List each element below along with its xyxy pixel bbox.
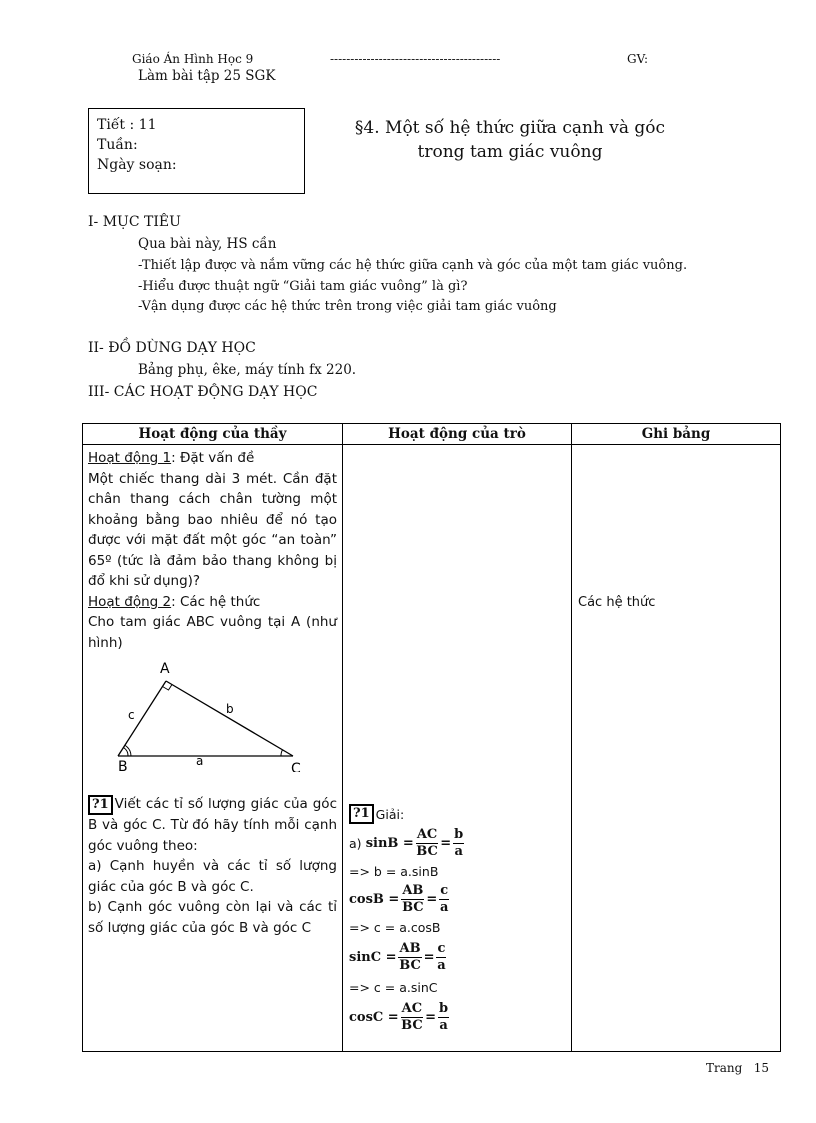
cosC-lhs: cosC = <box>349 1009 399 1025</box>
angle-b-arc <box>124 748 129 757</box>
lesson-date: Ngày soạn: <box>97 157 177 173</box>
sinC-den1: BC <box>399 957 421 973</box>
materials-text: Bảng phụ, êke, máy tính fx 220. <box>138 362 357 378</box>
cosC-den2: a <box>439 1017 448 1033</box>
objective-item-3: -Vận dụng được các hệ thức trên trong việc giải tam giác vuông <box>138 299 557 314</box>
lesson-title <box>330 116 690 164</box>
activity-2-label: Hoạt động 2 <box>88 593 172 610</box>
side-c <box>118 681 166 756</box>
sinB-num2: b <box>454 826 464 842</box>
result-b: => b = a.sinB <box>349 863 439 879</box>
sinB-den2: a <box>454 843 463 859</box>
student-activity-cell <box>343 445 572 1052</box>
lesson-number: Tiết : 11 <box>97 117 157 133</box>
page-number: Trang 15 <box>706 1061 770 1075</box>
col-header-board: Ghi bảng <box>572 424 781 445</box>
part-a-label: a) <box>349 835 362 851</box>
sinB-lhs: sinB = <box>365 835 414 851</box>
vertex-c-label: C <box>291 761 301 772</box>
result-c-cos: => c = a.cosB <box>349 919 441 935</box>
objective-item-1: -Thiết lập được và nắm vững các hệ thức giữa cạnh và góc của một tam giác vuông. <box>138 258 688 273</box>
objective-item-2: -Hiểu được thuật ngữ “Giải tam giác vuông” là gì? <box>138 279 468 294</box>
activity-2-title: : Các hệ thức <box>171 593 261 610</box>
col-header-student: Hoạt động của trò <box>343 424 572 445</box>
header-left: Giáo Án Hình Học 9 <box>132 52 254 66</box>
side-b <box>166 681 293 756</box>
lesson-week: Tuần: <box>97 137 138 153</box>
vertex-b-label: B <box>118 759 128 772</box>
angle-c-arc <box>281 750 283 756</box>
lesson-info-box <box>88 108 305 194</box>
assignment-note: Làm bài tập 25 SGK <box>138 68 276 84</box>
section-objectives-heading: I- MỤC TIÊU <box>88 214 181 230</box>
result-c-sin: => c = a.sinC <box>349 979 438 995</box>
objectives-intro: Qua bài này, HS cần <box>138 236 277 252</box>
formula-cosB: cosB = $\frac{AB}{BC}$ = $\frac{c}{a}$ <box>349 882 449 915</box>
sinC-num2: c <box>437 940 446 956</box>
cosC-den1: BC <box>401 1017 423 1033</box>
side-b-label: b <box>226 702 234 716</box>
sinC-num1: AB <box>399 940 421 956</box>
vertex-a-label: A <box>160 661 170 677</box>
cosB-lhs: cosB = <box>349 891 400 907</box>
teacher-activity-cell <box>83 445 343 1052</box>
answer-label: Giải: <box>375 806 405 822</box>
title-line-2: trong tam giác vuông <box>417 142 603 162</box>
sinC-lhs: sinC = <box>349 949 397 965</box>
cosB-num1: AB <box>402 882 424 898</box>
side-c-label: c <box>128 708 135 722</box>
activity-1-title: : Đặt vấn đề <box>171 450 255 466</box>
formula-sinC: sinC = $\frac{AB}{BC}$ = $\frac{c}{a}$ <box>349 940 446 973</box>
col-header-teacher: Hoạt động của thầy <box>83 424 343 445</box>
formula-cosC: cosC = $\frac{AC}{BC}$ = $\frac{b}{a}$ <box>349 1000 449 1033</box>
sinB-num1: AC <box>416 826 438 842</box>
cosC-num1: AC <box>401 1000 423 1016</box>
question-text: Viết các tỉ số lượng giác của góc B và góc C. Từ đó hãy tính mỗi cạnh góc vuông theo: <box>88 796 337 854</box>
activity-1-text: Một chiếc thang dài 3 mét. Cần đặt chân thang cách chân tường một khoảng bằng bao nhiêu để nó tạo được với mặt đất một góc “an toàn” 65º (tức là đảm bảo thang không bị đổ khi sử dụng)? <box>88 470 337 589</box>
triangle-figure <box>88 657 328 772</box>
activities-table <box>82 423 781 1052</box>
cosB-den1: BC <box>402 899 424 915</box>
question-tag: ?1 <box>88 795 113 815</box>
cosB-den2: a <box>440 899 449 915</box>
question-part-b: b) Cạnh góc vuông còn lại và các tỉ số lượng giác của góc B và góc C <box>88 899 337 936</box>
sinB-den1: BC <box>416 843 438 859</box>
title-line-1: §4. Một số hệ thức giữa cạnh và góc <box>354 118 666 138</box>
sinC-den2: a <box>437 957 446 973</box>
section-materials-heading: II- ĐỒ DÙNG DẠY HỌC <box>88 340 256 356</box>
cosB-num2: c <box>440 882 449 898</box>
cosC-num2: b <box>439 1000 449 1016</box>
answer-tag: ?1 <box>349 804 374 824</box>
side-a-label: a <box>196 754 204 768</box>
activity-2-text: Cho tam giác ABC vuông tại A (như hình) <box>88 614 337 651</box>
board-text: Các hệ thức <box>578 595 656 610</box>
header-right: GV: <box>627 52 649 66</box>
section-activities-heading: III- CÁC HOẠT ĐỘNG DẠY HỌC <box>88 384 318 400</box>
activity-1-label: Hoạt động 1 <box>88 450 172 466</box>
formula-sinB: a) sinB = $\frac{AC}{BC}$ = $\frac{b}{a}$ <box>349 826 464 859</box>
board-cell <box>572 445 781 1052</box>
question-part-a: a) Cạnh huyền và các tỉ số lượng giác của góc B và góc C. <box>88 858 337 895</box>
header-dashes: ------------------------------------------ <box>330 52 501 66</box>
